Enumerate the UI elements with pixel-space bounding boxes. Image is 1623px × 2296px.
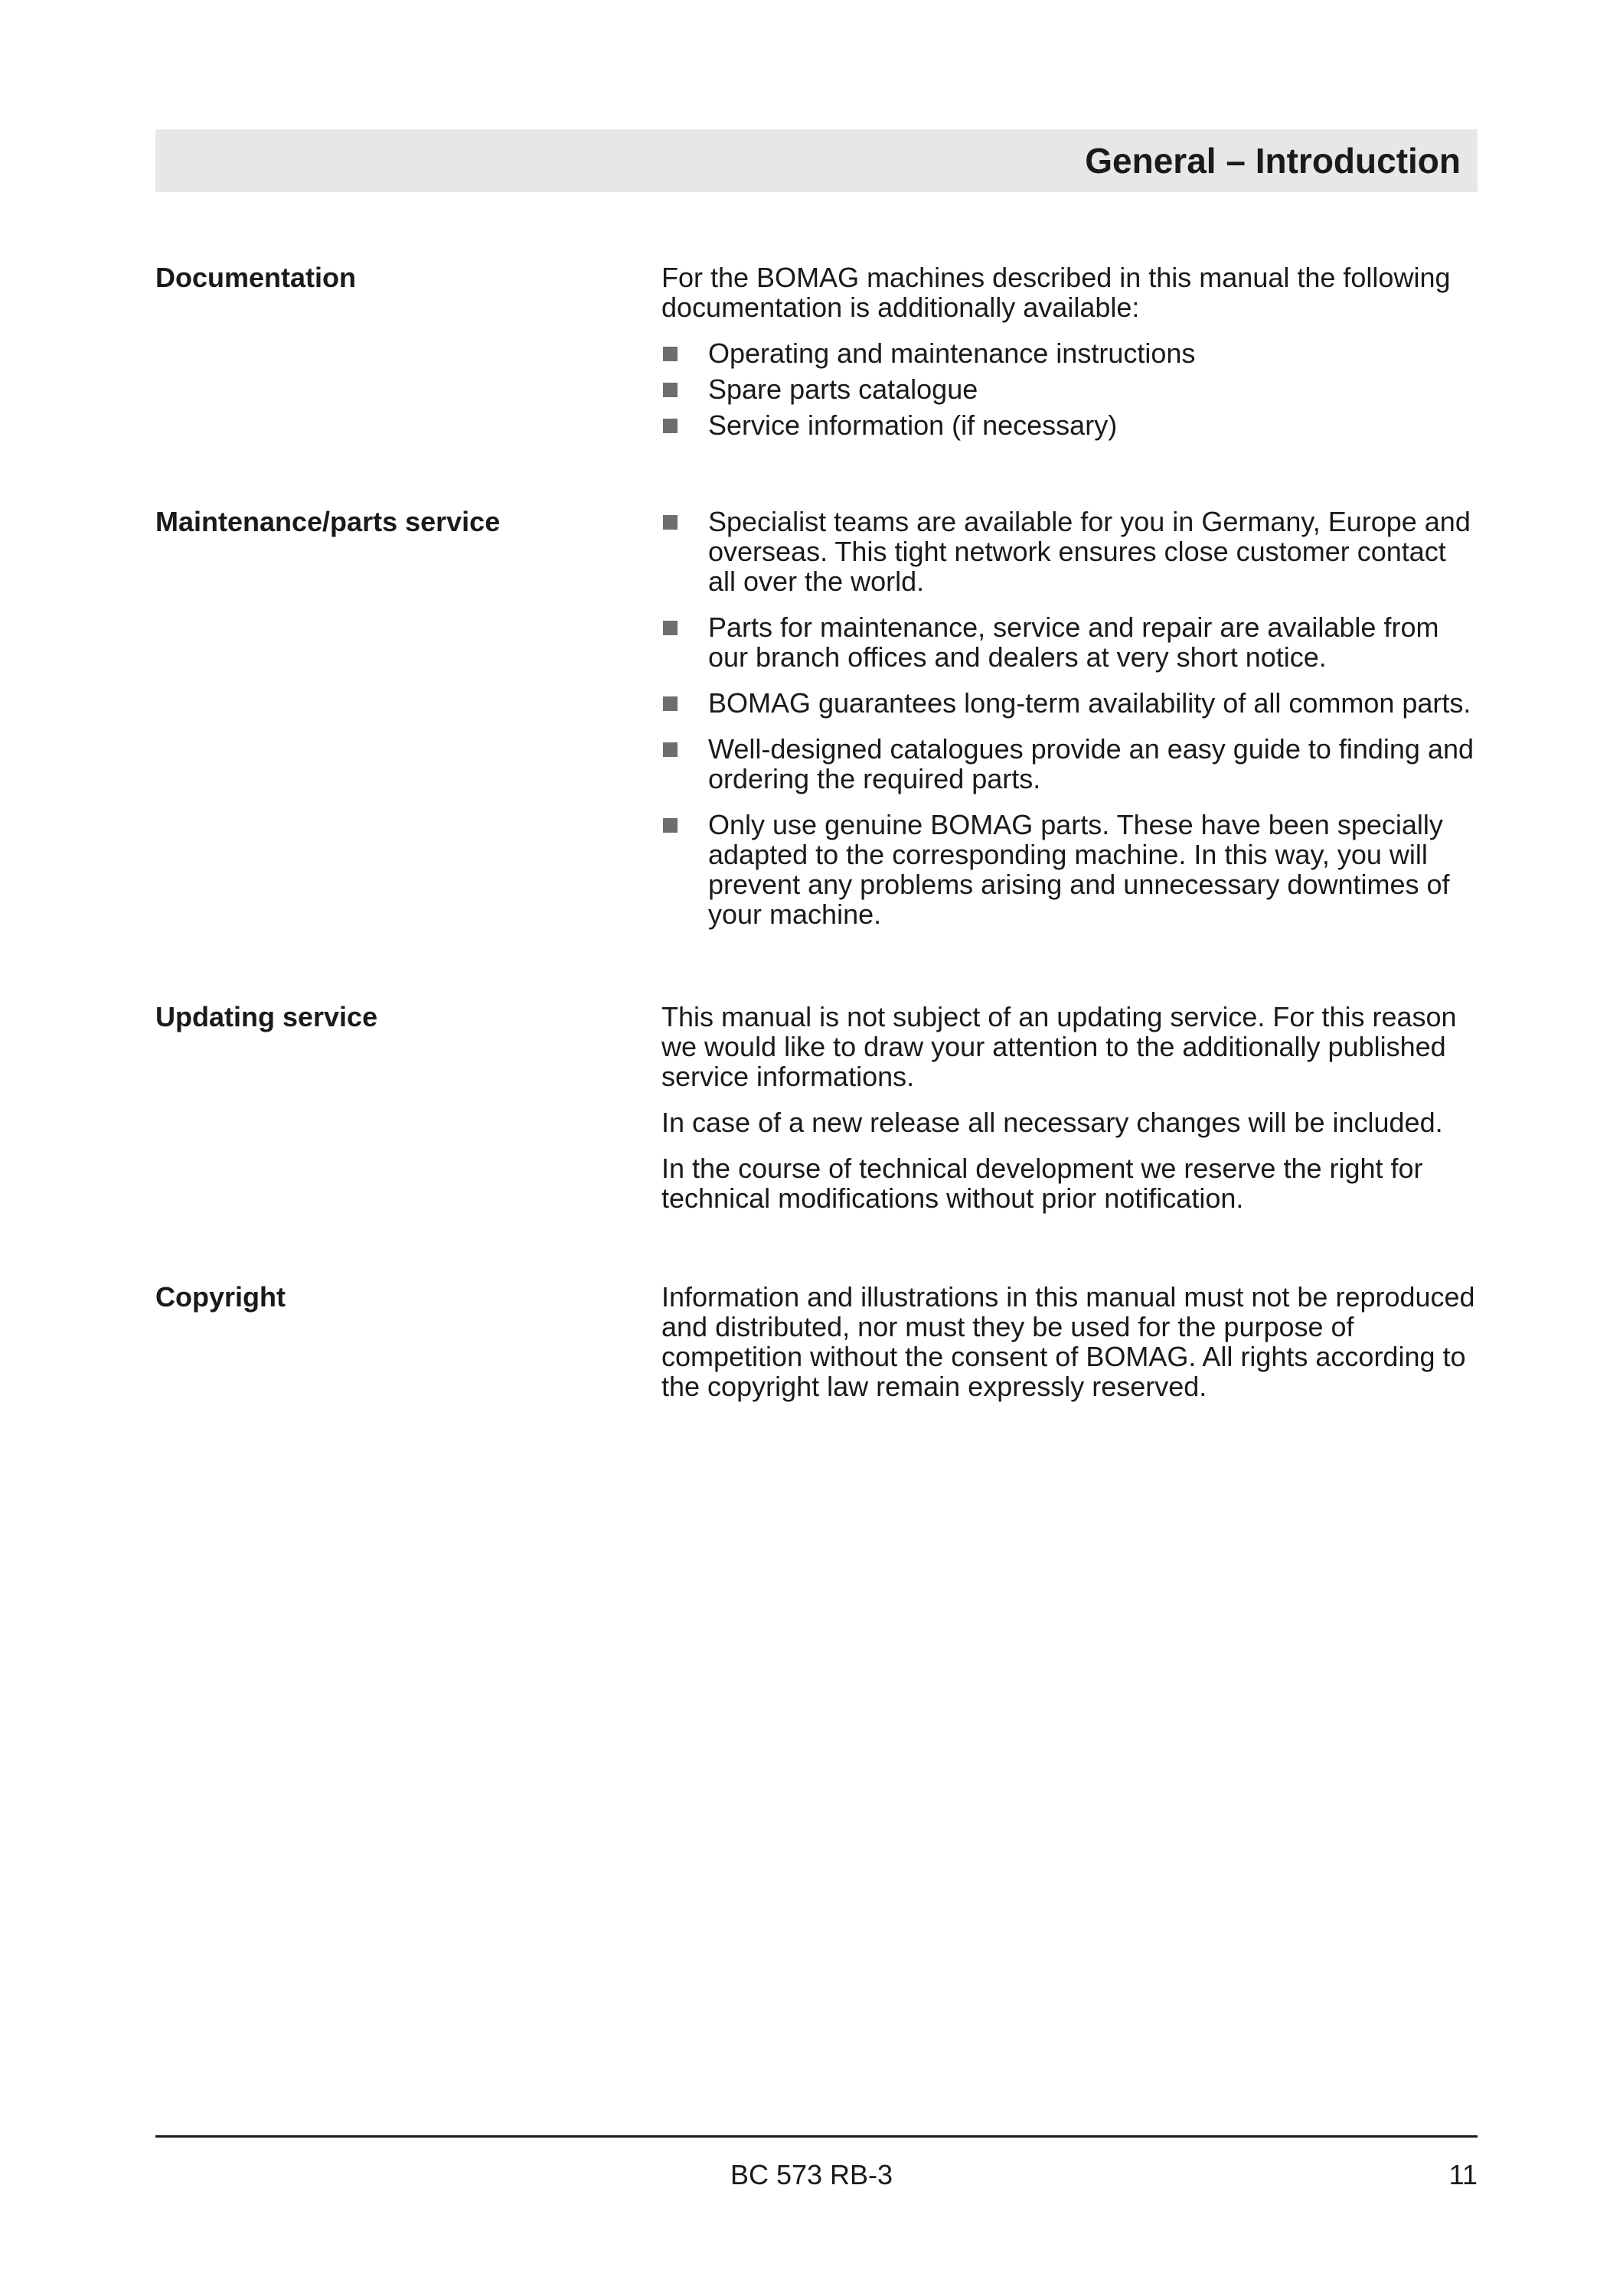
footer-page-number: 11 — [1448, 2159, 1478, 2190]
list-item: Specialist teams are available for you in Germany, Europe and overseas. This tight network ensures close customer contact all over the world. — [661, 507, 1478, 596]
documentation-list — [661, 338, 1478, 440]
square-bullet-icon — [663, 515, 678, 530]
square-bullet-icon — [663, 818, 678, 833]
list-item: BOMAG guarantees long-term availability of all common parts. — [661, 688, 1478, 718]
maintenance-list — [661, 507, 1478, 929]
updating-paragraph: This manual is not subject of an updating service. For this reason we would like to draw your attention to the additionally published service informations. — [661, 1001, 1457, 1092]
square-bullet-icon — [663, 419, 678, 433]
list-item: Service information (if necessary) — [661, 410, 1478, 440]
copyright-paragraph: Information and illustrations in this manual must not be reproduced and distributed, nor must they be used for the purpose of competition without the consent of BOMAG. All rights according to the copyright law remain expressly reserved. — [661, 1281, 1475, 1402]
section-label-updating: Updating service — [155, 1001, 378, 1032]
section-body-documentation — [661, 263, 1478, 440]
section-body-updating — [661, 1002, 1478, 1213]
documentation-intro: For the BOMAG machines described in this manual the following documentation is additionally available: — [661, 262, 1451, 323]
list-item: Parts for maintenance, service and repair are available from our branch offices and dealers at very short notice. — [661, 612, 1478, 672]
updating-paragraph: In the course of technical development we reserve the right for technical modifications without prior notification. — [661, 1153, 1423, 1214]
footer-divider — [155, 2135, 1478, 2138]
square-bullet-icon — [663, 347, 678, 361]
section-label-maintenance: Maintenance/parts service — [155, 506, 501, 537]
square-bullet-icon — [663, 621, 678, 635]
list-item: Well-designed catalogues provide an easy guide to finding and ordering the required parts. — [661, 734, 1478, 794]
list-item: Operating and maintenance instructions — [661, 338, 1478, 368]
square-bullet-icon — [663, 696, 678, 711]
square-bullet-icon — [663, 742, 678, 757]
square-bullet-icon — [663, 383, 678, 397]
section-label-documentation: Documentation — [155, 262, 357, 293]
list-item: Spare parts catalogue — [661, 374, 1478, 404]
list-item: Only use genuine BOMAG parts. These have been specially adapted to the corresponding machine. In this way, you will prevent any problems arising and unnecessary downtimes of your machine. — [661, 810, 1478, 929]
section-label-copyright: Copyright — [155, 1281, 286, 1313]
page-title: General – Introduction — [1085, 141, 1461, 181]
updating-paragraph: In case of a new release all necessary changes will be included. — [661, 1107, 1443, 1138]
section-body-maintenance — [661, 507, 1478, 929]
section-body-copyright — [661, 1282, 1478, 1401]
page-header — [155, 129, 1478, 192]
footer-model-name: BC 573 RB-3 — [730, 2159, 893, 2190]
